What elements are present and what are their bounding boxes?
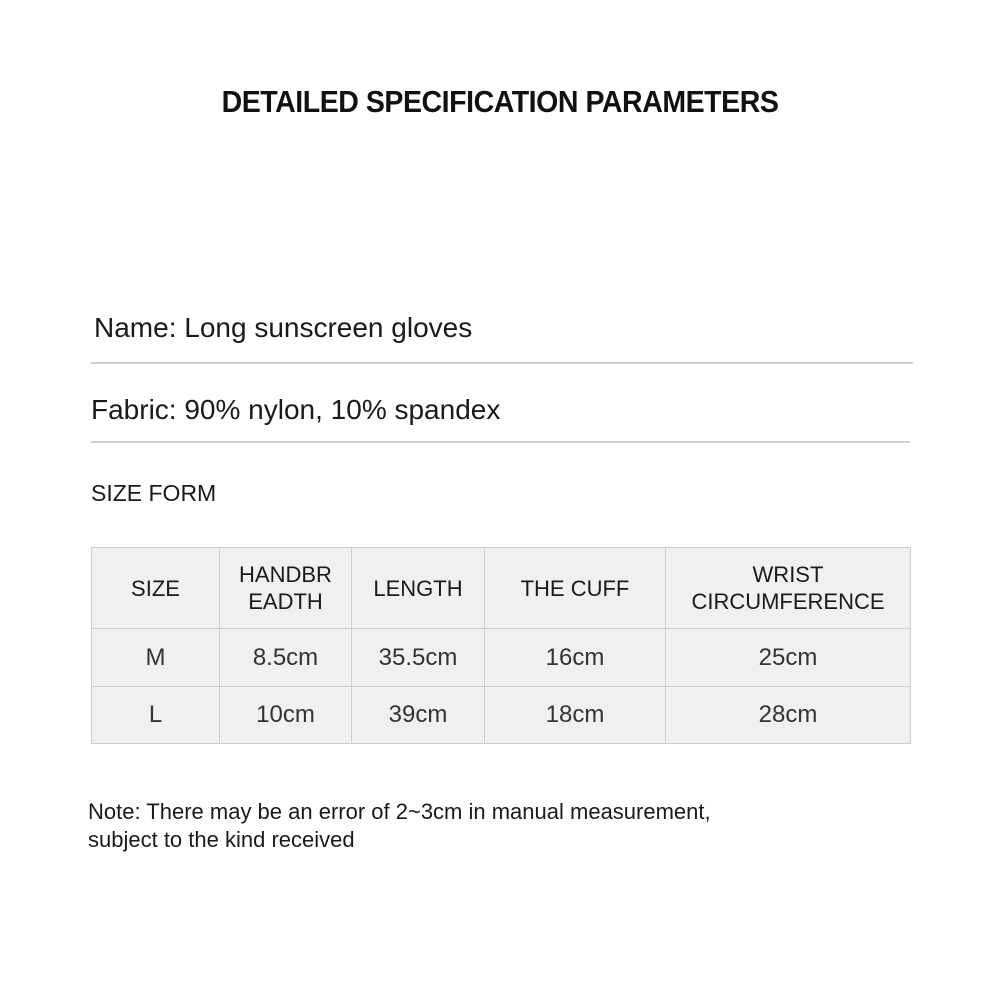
table-row [92,687,911,744]
cell-wrist-circumference: 28cm [666,687,911,744]
page-title: DETAILED SPECIFICATION PARAMETERS [221,84,779,119]
spec-fabric-row [91,394,910,443]
spec-name-row [91,312,913,364]
table-row [92,629,911,687]
measurement-note [88,798,908,854]
header-size: SIZE [92,548,220,629]
cell-size: L [92,687,220,744]
header-handbreadth: HANDBR EADTH [220,548,352,629]
cell-handbreadth: 10cm [220,687,352,744]
header-wrist-circumference: WRIST CIRCUMFERENCE [666,548,911,629]
spec-fabric-text: Fabric: 90% nylon, 10% spandex [91,394,501,425]
size-form-label: SIZE FORM [91,480,217,506]
spec-name-text: Name: Long sunscreen gloves [94,312,473,343]
note-line-2: subject to the kind received [88,827,355,852]
cell-cuff: 18cm [485,687,666,744]
header-length: LENGTH [352,548,485,629]
note-line-1: Note: There may be an error of 2~3cm in manual measurement, [88,799,711,824]
cell-handbreadth: 8.5cm [220,629,352,687]
cell-wrist-circumference: 25cm [666,629,911,687]
cell-length: 39cm [352,687,485,744]
cell-size: M [92,629,220,687]
size-table [91,547,911,744]
cell-cuff: 16cm [485,629,666,687]
cell-length: 35.5cm [352,629,485,687]
table-header-row [92,548,911,629]
header-cuff: THE CUFF [485,548,666,629]
